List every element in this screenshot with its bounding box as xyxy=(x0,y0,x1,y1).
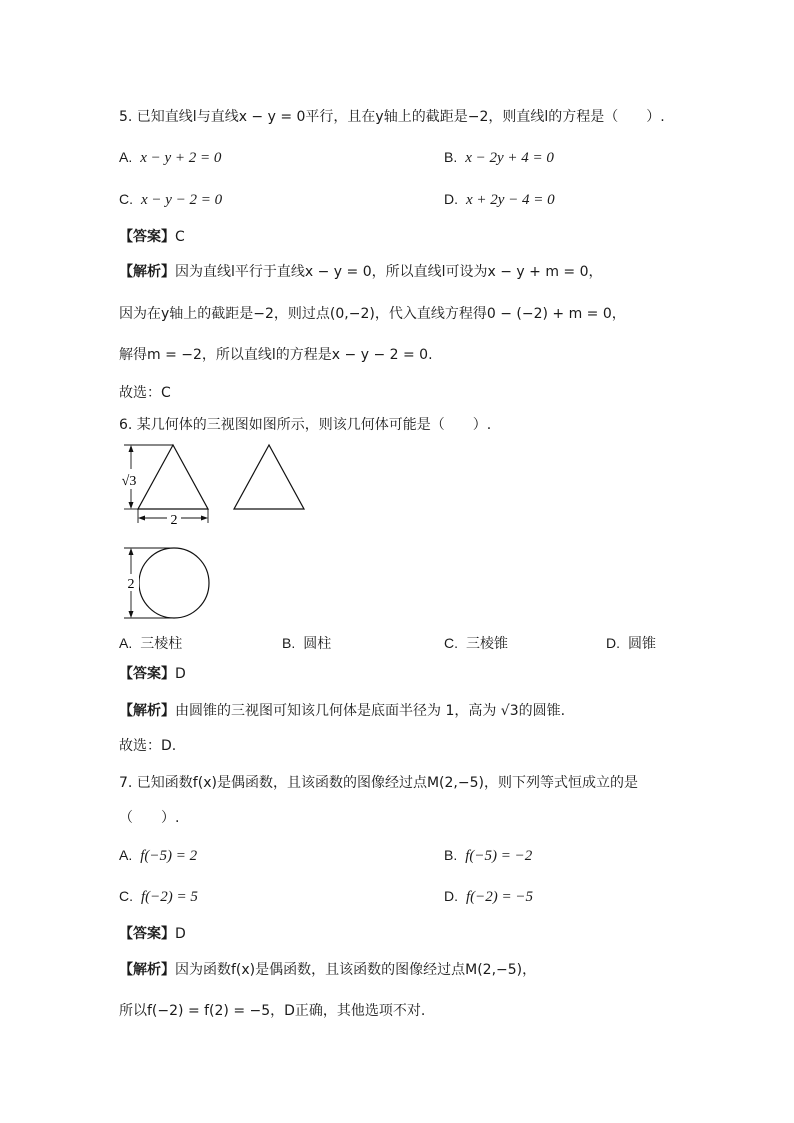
analysis-tag: 【解析】 xyxy=(119,264,175,280)
q6-analysis xyxy=(119,701,565,721)
q7-analysis-line-2: 所以f(−2) = f(2) = −5，D正确，其他选项不对. xyxy=(119,1003,426,1019)
option-label: C. xyxy=(119,191,133,207)
width-arrow-right xyxy=(201,516,208,521)
side-view-triangle xyxy=(234,445,304,509)
q6-conclusion: 故选：D. xyxy=(119,738,177,754)
q6-stem: 6. 某几何体的三视图如图所示，则该几何体可能是（ ）. xyxy=(119,417,492,433)
q5-conclusion: 故选：C xyxy=(119,385,171,401)
option-text: x + 2y − 4 = 0 xyxy=(466,192,555,208)
option-label: C. xyxy=(444,635,458,651)
option-text: 圆锥 xyxy=(628,636,656,652)
option-label: B. xyxy=(444,149,458,165)
q7-option-c xyxy=(119,886,198,907)
analysis-text: 因为函数f(x)是偶函数，且该函数的图像经过点M(2,−5)， xyxy=(175,962,537,978)
answer-value: D xyxy=(175,666,186,682)
option-text: 三棱锥 xyxy=(466,636,508,652)
analysis-text: 因为直线l平行于直线x − y = 0，所以直线l可设为x − y + m = 0， xyxy=(175,264,603,280)
q5-analysis-line-2: 因为在y轴上的截距是−2，则过点(0,−2)，代入直线方程得0 − (−2) + m = 0， xyxy=(119,306,626,322)
q5-answer xyxy=(119,227,185,247)
answer-value: C xyxy=(175,229,185,245)
analysis-tag: 【解析】 xyxy=(119,703,175,719)
height-arrow-top xyxy=(129,445,134,452)
q6-option-b xyxy=(282,633,331,654)
q5-option-a xyxy=(119,147,221,168)
analysis-tag: 【解析】 xyxy=(119,962,175,978)
option-label: D. xyxy=(444,888,458,904)
q5-analysis-line-3: 解得m = −2，所以直线l的方程是x − y − 2 = 0. xyxy=(119,347,433,363)
analysis-text: 由圆锥的三视图可知该几何体是底面半径为 1，高为 √3的圆锥. xyxy=(175,703,566,719)
q7-option-d xyxy=(444,886,533,907)
width-arrow-left xyxy=(138,516,145,521)
option-label: C. xyxy=(119,888,133,904)
q6-option-c xyxy=(444,633,508,654)
option-text: 三棱柱 xyxy=(140,636,183,652)
q5-option-b xyxy=(444,147,554,168)
q5-stem: 5. 已知直线l与直线x − y = 0平行，且在y轴上的截距是−2，则直线l的方程是（ ）. xyxy=(119,109,665,125)
q5-analysis-line-1 xyxy=(119,262,603,282)
height-arrow-bottom xyxy=(129,502,134,509)
answer-value: D xyxy=(175,926,186,942)
option-label: D. xyxy=(444,191,458,207)
q6-option-a xyxy=(119,633,182,654)
q7-stem-line-2: （ ）. xyxy=(119,810,180,826)
answer-tag: 【答案】 xyxy=(119,926,175,942)
option-text: f(−5) = 2 xyxy=(140,848,198,864)
diameter-arrow-bottom xyxy=(129,611,134,618)
three-view-figure xyxy=(110,440,320,630)
q5-option-d xyxy=(444,189,555,210)
option-label: A. xyxy=(119,635,133,651)
diameter-arrow-top xyxy=(129,548,134,555)
option-text: f(−2) = 5 xyxy=(141,889,198,905)
option-text: x − y − 2 = 0 xyxy=(141,192,223,208)
q7-analysis-line-1 xyxy=(119,960,536,980)
option-text: x − y + 2 = 0 xyxy=(140,150,222,166)
option-label: B. xyxy=(282,635,296,651)
front-view-triangle xyxy=(138,445,208,509)
option-text: f(−5) = −2 xyxy=(465,848,533,864)
q6-option-d xyxy=(606,633,656,654)
option-text: 圆柱 xyxy=(303,636,332,652)
option-label: A. xyxy=(119,847,133,863)
height-label: √3 xyxy=(121,474,137,489)
width-label: 2 xyxy=(170,513,178,528)
option-label: A. xyxy=(119,149,133,165)
q7-answer xyxy=(119,924,186,944)
answer-tag: 【答案】 xyxy=(119,229,175,245)
option-text: f(−2) = −5 xyxy=(466,889,534,905)
top-view-circle xyxy=(139,548,209,618)
q5-option-c xyxy=(119,189,222,210)
option-label: B. xyxy=(444,847,458,863)
answer-tag: 【答案】 xyxy=(119,666,175,682)
q7-stem-line-1: 7. 已知函数f(x)是偶函数，且该函数的图像经过点M(2,−5)，则下列等式恒成立的是 xyxy=(119,775,638,791)
q6-answer xyxy=(119,664,186,684)
option-label: D. xyxy=(606,635,620,651)
diameter-label: 2 xyxy=(127,577,135,592)
q7-option-a xyxy=(119,845,197,866)
q7-option-b xyxy=(444,845,532,866)
option-text: x − 2y + 4 = 0 xyxy=(465,150,554,166)
